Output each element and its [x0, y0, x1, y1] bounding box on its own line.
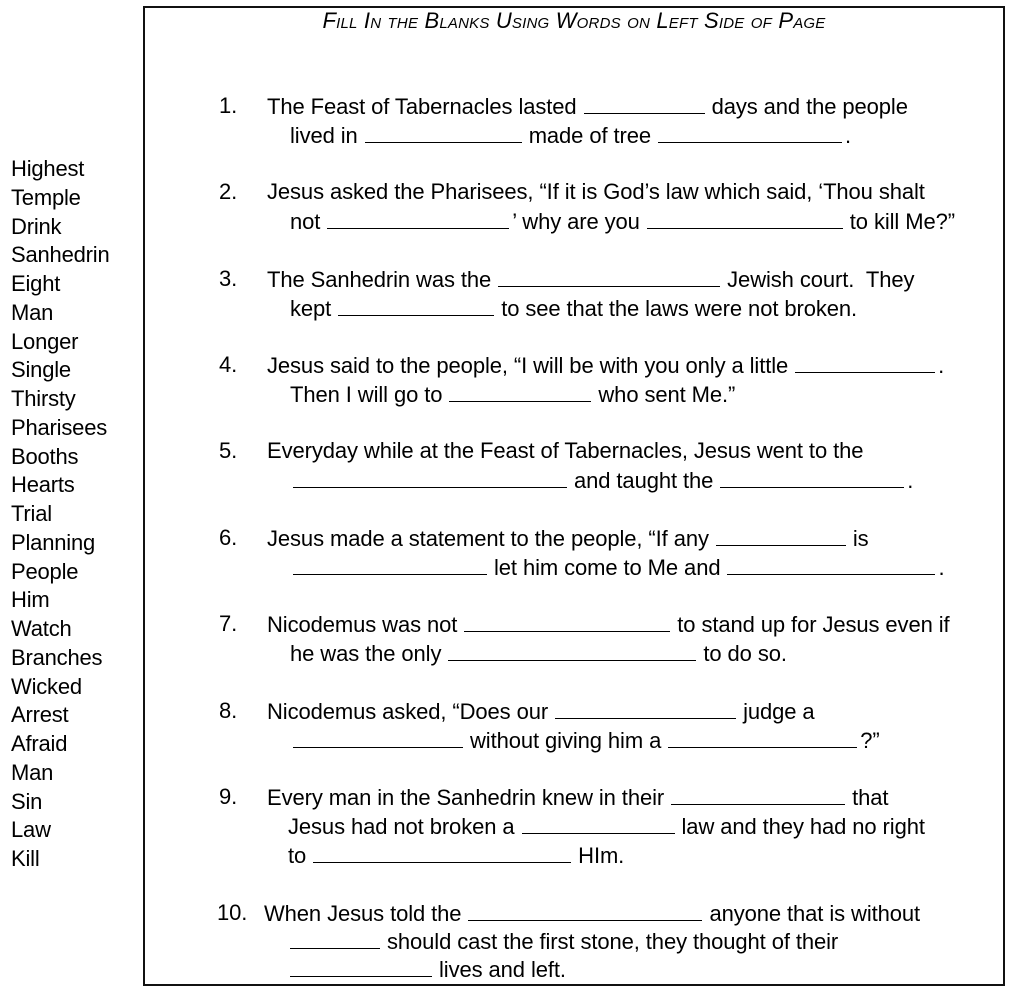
answer-blank[interactable]: [671, 784, 845, 805]
question-text: anyone that is without: [709, 901, 921, 926]
word-bank-item: Sin: [11, 788, 43, 814]
question-line: [267, 784, 888, 811]
question-text: Then I will go to: [290, 382, 443, 407]
question-text: When Jesus told the: [264, 901, 462, 926]
word-bank-item: Sanhedrin: [11, 242, 110, 268]
question-number: 9.: [219, 784, 238, 809]
question-text: Every man in the Sanhedrin knew in their: [267, 785, 665, 810]
word-bank-item: Afraid: [11, 731, 68, 756]
word-bank: [11, 155, 136, 874]
answer-blank[interactable]: [720, 467, 904, 488]
word-bank-item: Thirsty: [11, 386, 76, 411]
question-text: law and they had no right: [681, 814, 925, 839]
answer-blank[interactable]: [327, 208, 509, 229]
question-text: The Feast of Tabernacles lasted: [267, 94, 577, 119]
question-text: to do so.: [703, 641, 787, 666]
word-bank-item: Arrest: [11, 702, 69, 728]
question-text: is: [852, 526, 869, 551]
question-text: days and the people: [711, 94, 908, 119]
question-number: 10.: [217, 900, 248, 925]
question-line: [290, 640, 787, 667]
question-line: [267, 525, 869, 552]
answer-blank[interactable]: [449, 381, 591, 402]
word-bank-item: Watch: [11, 616, 72, 641]
question-text: ?”: [860, 728, 880, 753]
question-line: [290, 208, 955, 235]
question-line: [267, 179, 925, 205]
answer-blank[interactable]: [522, 813, 675, 834]
question-text: Jesus asked the Pharisees, “If it is God’s law which said, ‘Thou shalt: [267, 179, 925, 204]
question-line: [290, 554, 944, 581]
answer-blank[interactable]: [468, 900, 702, 921]
word-bank-item: Him: [11, 587, 50, 613]
word-bank-item: Drink: [11, 213, 62, 239]
word-bank-item: Trial: [11, 501, 52, 526]
answer-blank[interactable]: [293, 727, 463, 748]
question-text: Jesus had not broken a: [288, 814, 515, 839]
answer-blank[interactable]: [365, 122, 522, 143]
question-line: [267, 611, 950, 638]
question-text: .: [907, 468, 914, 493]
question-text: that: [852, 785, 889, 810]
question-line: [290, 467, 913, 494]
word-bank-item: Highest: [11, 156, 85, 181]
question-line: [287, 928, 838, 955]
question-text: Jewish court. They: [727, 267, 915, 292]
word-bank-item: Wicked: [11, 673, 82, 699]
question-number: 3.: [219, 266, 238, 291]
question-text: ’ why are you: [512, 209, 640, 234]
question-text: should cast the first stone, they thought of their: [387, 929, 839, 954]
question-text: Nicodemus asked, “Does our: [267, 699, 549, 724]
question-line: [287, 956, 566, 983]
question-line: [267, 352, 944, 379]
question-text: without giving him a: [470, 728, 662, 753]
question-number: 4.: [219, 352, 238, 377]
word-bank-item: Hearts: [11, 472, 75, 498]
question-text: lived in: [290, 123, 358, 148]
answer-blank[interactable]: [498, 266, 720, 287]
answer-blank[interactable]: [338, 295, 494, 316]
word-bank-item: Kill: [11, 846, 40, 871]
question-text: to see that the laws were not broken.: [501, 296, 858, 321]
question-text: .: [938, 555, 945, 580]
page-title: Fill In the Blanks Using Words on Left Side of Page: [322, 8, 826, 33]
answer-blank[interactable]: [647, 208, 843, 229]
question-text: HIm.: [578, 843, 625, 868]
question-text: Nicodemus was not: [267, 612, 458, 637]
question-number: 2.: [219, 179, 238, 204]
word-bank-item: Planning: [11, 529, 96, 555]
question-line: [290, 381, 735, 408]
question-text: and taught the: [574, 468, 714, 493]
question-line: [264, 900, 920, 927]
question-number: 7.: [219, 611, 238, 636]
question-text: to kill Me?”: [849, 209, 955, 234]
word-bank-item: Booths: [11, 443, 79, 469]
question-text: kept: [290, 296, 332, 321]
word-bank-item: Eight: [11, 271, 61, 296]
answer-blank[interactable]: [658, 122, 842, 143]
question-text: .: [845, 123, 852, 148]
question-text: made of tree: [528, 123, 652, 148]
word-bank-item: People: [11, 558, 79, 584]
question-text: let him come to Me and: [494, 555, 721, 580]
question-text: who sent Me.”: [598, 382, 736, 407]
answer-blank[interactable]: [293, 554, 487, 575]
question-text: Jesus said to the people, “I will be with you only a little: [267, 353, 789, 378]
question-line: [267, 438, 863, 464]
answer-blank[interactable]: [290, 928, 380, 949]
answer-blank[interactable]: [464, 611, 670, 632]
question-number: 1.: [219, 93, 238, 118]
answer-blank[interactable]: [668, 727, 857, 748]
question-number: 8.: [219, 698, 238, 723]
question-text: he was the only: [290, 641, 442, 666]
question-line: [267, 93, 908, 120]
answer-blank[interactable]: [716, 525, 846, 546]
question-text: Everyday while at the Feast of Tabernacles, Jesus went to the: [267, 438, 864, 463]
answer-blank[interactable]: [727, 554, 935, 575]
question-line: [290, 122, 851, 149]
question-text: The Sanhedrin was the: [267, 267, 492, 292]
question-text: Jesus made a statement to the people, “If any: [267, 526, 709, 551]
question-text: to stand up for Jesus even if: [677, 612, 950, 637]
question-line: [290, 295, 857, 322]
question-number: 5.: [219, 438, 238, 463]
answer-blank[interactable]: [448, 640, 696, 661]
answer-blank[interactable]: [290, 956, 432, 977]
question-text: judge a: [743, 699, 815, 724]
word-bank-item: Temple: [11, 184, 81, 210]
question-line: [288, 813, 925, 840]
question-text: .: [938, 353, 945, 378]
question-line: [288, 842, 624, 869]
word-bank-item: Law: [11, 817, 51, 843]
word-bank-item: Branches: [11, 644, 103, 670]
word-bank-item: Man: [11, 299, 54, 325]
answer-blank[interactable]: [795, 352, 935, 373]
question-text: not: [290, 209, 321, 234]
word-bank-item: Longer: [11, 328, 79, 354]
question-line: [290, 727, 880, 754]
answer-blank[interactable]: [313, 842, 571, 863]
question-line: [267, 698, 815, 725]
answer-blank[interactable]: [584, 93, 705, 114]
question-number: 6.: [219, 525, 238, 550]
question-line: [267, 266, 914, 293]
answer-blank[interactable]: [555, 698, 736, 719]
question-text: lives and left.: [439, 957, 566, 982]
word-bank-item: Man: [11, 759, 54, 785]
word-bank-item: Pharisees: [11, 414, 108, 440]
word-bank-item: Single: [11, 357, 71, 383]
answer-blank[interactable]: [293, 467, 567, 488]
question-text: to: [288, 843, 307, 868]
